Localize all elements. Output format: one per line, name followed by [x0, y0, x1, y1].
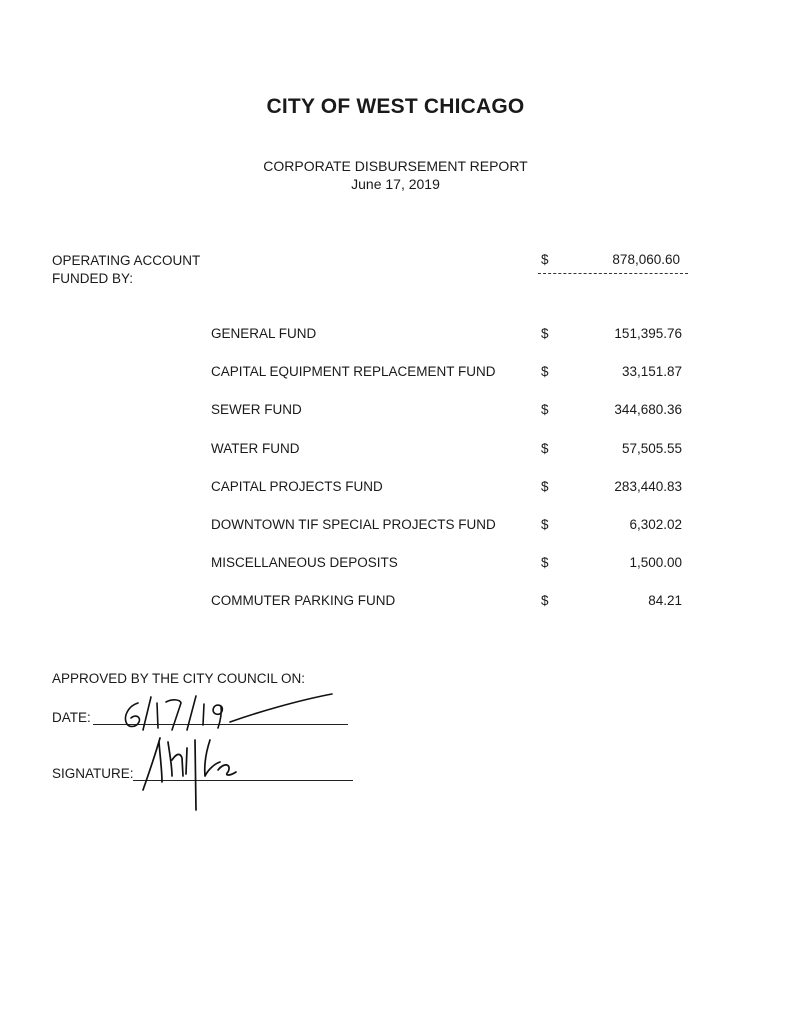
fund-amount: 6,302.02 [629, 516, 682, 532]
fund-currency: $ [541, 364, 549, 380]
fund-currency: $ [541, 478, 549, 494]
fund-amount: 84.21 [648, 593, 682, 609]
fund-row [211, 326, 682, 364]
fund-currency: $ [541, 555, 549, 571]
fund-amount: 283,440.83 [614, 478, 682, 494]
fund-row [211, 517, 682, 555]
fund-amount: 1,500.00 [629, 555, 682, 571]
approval-statement: APPROVED BY THE CITY COUNCIL ON: [52, 671, 306, 686]
fund-amount: 344,680.36 [614, 402, 682, 418]
fund-row [211, 555, 682, 593]
fund-row [211, 479, 682, 517]
fund-row [211, 364, 682, 402]
fund-currency: $ [541, 326, 549, 341]
signature-label: SIGNATURE: [52, 766, 134, 781]
signature-line [133, 780, 353, 781]
fund-amount: 151,395.76 [614, 326, 682, 341]
fund-currency: $ [541, 516, 549, 532]
fund-row [211, 441, 682, 479]
fund-amount: 33,151.87 [621, 364, 682, 380]
fund-amount: 57,505.55 [621, 440, 682, 456]
report-heading [0, 157, 791, 193]
fund-list [211, 326, 682, 632]
fund-name: DOWNTOWN TIF SPECIAL PROJECTS FUND [211, 516, 496, 532]
funded-by-label: FUNDED BY: [52, 271, 134, 286]
page-title: CITY OF WEST CHICAGO [266, 95, 525, 118]
date-label: DATE: [52, 710, 91, 725]
fund-name: CAPITAL EQUIPMENT REPLACEMENT FUND [211, 364, 496, 380]
total-underline [538, 273, 688, 274]
fund-name: CAPITAL PROJECTS FUND [211, 478, 383, 494]
fund-row [211, 593, 682, 631]
signature-scrawl [143, 738, 236, 810]
operating-amount: 878,060.60 [612, 252, 680, 267]
fund-currency: $ [541, 593, 549, 609]
fund-currency: $ [541, 402, 549, 418]
operating-account-label: OPERATING ACCOUNT [52, 253, 201, 268]
fund-name: WATER FUND [211, 440, 300, 456]
operating-currency: $ [541, 252, 549, 267]
fund-name: MISCELLANEOUS DEPOSITS [211, 555, 398, 571]
fund-currency: $ [541, 440, 549, 456]
date-line [93, 724, 348, 725]
fund-name: COMMUTER PARKING FUND [211, 593, 396, 609]
fund-row [211, 402, 682, 440]
operating-account-block [52, 252, 200, 288]
fund-name: SEWER FUND [211, 402, 302, 418]
report-date: June 17, 2019 [351, 176, 440, 192]
fund-name: GENERAL FUND [211, 326, 317, 341]
report-name: CORPORATE DISBURSEMENT REPORT [263, 158, 528, 174]
